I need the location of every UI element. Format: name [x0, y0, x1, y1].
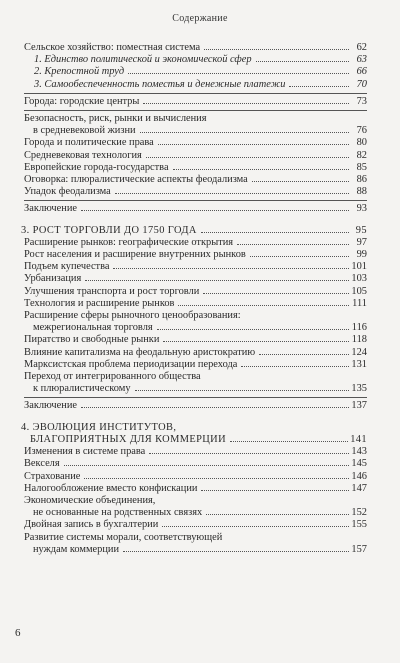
toc-entry-title: нуждам коммерции	[33, 543, 120, 555]
toc-entry[interactable]	[21, 66, 367, 78]
toc-entry-title: Изменения в системе права	[24, 446, 146, 458]
dot-leader	[85, 280, 349, 281]
dot-leader	[178, 305, 349, 306]
toc-page-number: 157	[351, 543, 367, 555]
toc-entry[interactable]	[21, 113, 367, 137]
toc-entry[interactable]	[21, 54, 367, 66]
toc-entry[interactable]	[21, 471, 367, 483]
toc-entry-title: в средневековой жизни	[33, 125, 136, 137]
dot-leader	[230, 441, 348, 442]
toc-entry-title: 4. ЭВОЛЮЦИЯ ИНСТИТУТОВ,	[21, 421, 177, 433]
toc-page-number: 118	[351, 334, 367, 346]
toc-entry[interactable]	[21, 150, 367, 162]
toc-page-number: 93	[356, 203, 367, 215]
table-of-contents	[21, 42, 367, 556]
toc-entry[interactable]	[21, 79, 367, 91]
toc-page-number: 95	[355, 224, 367, 236]
toc-page-number: 88	[356, 186, 367, 198]
toc-entry-title: не основанные на родственных связях	[33, 507, 203, 519]
toc-entry-title: Европейские города-государства	[24, 161, 169, 173]
dot-leader	[201, 232, 349, 233]
toc-page-number: 101	[351, 261, 367, 273]
toc-page-number: 155	[351, 519, 367, 531]
toc-entry-title: Технология и расширение рынков	[24, 297, 175, 309]
toc-entry-title: Сельское хозяйство: поместная система	[24, 42, 201, 53]
toc-entry-title: к плюралистическому	[33, 383, 131, 395]
toc-entry[interactable]	[21, 261, 367, 273]
toc-entry[interactable]	[21, 446, 367, 458]
toc-entry-title: межрегиональная торговля	[33, 322, 153, 334]
dot-leader	[250, 256, 349, 257]
dot-leader	[135, 390, 349, 391]
toc-entry-title: Развитие системы морали, соответствующей	[24, 531, 223, 543]
dot-leader	[259, 354, 349, 355]
section-divider	[24, 200, 367, 201]
page-number: 6	[15, 627, 21, 639]
toc-page-number: 143	[351, 446, 367, 458]
toc-entry-title: Расширение рынков: географические открытия	[24, 236, 234, 248]
dot-leader	[64, 465, 349, 466]
toc-entry[interactable]	[21, 186, 367, 198]
dot-leader	[143, 103, 349, 104]
toc-entry[interactable]	[21, 458, 367, 470]
toc-entry[interactable]	[21, 137, 367, 149]
toc-page-number: 97	[356, 236, 367, 248]
toc-entry-title: Урбанизация	[24, 273, 82, 285]
section-divider	[24, 93, 367, 94]
toc-entry-title: Рост населения и расширение внутренних рынков	[24, 249, 246, 261]
toc-entry[interactable]	[21, 310, 367, 334]
dot-leader	[237, 244, 349, 245]
toc-entry[interactable]	[21, 483, 367, 495]
toc-page-number: 82	[356, 149, 367, 161]
toc-entry[interactable]	[21, 286, 367, 298]
toc-chapter-heading[interactable]	[21, 422, 367, 446]
dot-leader	[289, 86, 349, 87]
dot-leader	[157, 329, 349, 330]
dot-leader	[201, 490, 349, 491]
toc-page-number: 145	[351, 458, 367, 470]
section-divider	[24, 110, 367, 111]
toc-entry[interactable]	[21, 334, 367, 346]
dot-leader	[203, 293, 349, 294]
dot-leader	[115, 193, 349, 194]
toc-entry-title: Заключение	[24, 203, 77, 215]
section-divider	[24, 397, 367, 398]
toc-entry[interactable]	[21, 371, 367, 395]
dot-leader	[149, 453, 349, 454]
dot-leader	[81, 210, 349, 211]
toc-entry-title: 3. РОСТ ТОРГОВЛИ ДО 1750 ГОДА	[21, 224, 197, 236]
toc-entry-title: Экономические объединения,	[24, 494, 156, 506]
dot-leader	[241, 366, 349, 367]
dot-leader	[123, 551, 349, 552]
toc-page-number: 80	[356, 137, 367, 149]
toc-entry-title: Расширение сферы рыночного ценообразования:	[24, 310, 241, 322]
toc-entry-title: Векселя	[24, 458, 60, 470]
toc-chapter-heading[interactable]	[21, 225, 367, 237]
toc-page-number: 66	[356, 66, 367, 78]
toc-page-number: 99	[356, 249, 367, 261]
dot-leader	[206, 514, 349, 515]
toc-page-number: 152	[351, 507, 367, 519]
toc-page-number: 62	[356, 42, 367, 53]
toc-entry[interactable]	[21, 495, 367, 519]
toc-entry[interactable]	[21, 359, 367, 371]
toc-entry-title: Безопасность, риск, рынки и вычисления	[24, 113, 207, 125]
toc-entry-title: Города: городские центры	[24, 95, 140, 107]
toc-entry[interactable]	[21, 273, 367, 285]
toc-entry[interactable]	[21, 96, 367, 108]
toc-entry[interactable]	[21, 203, 367, 215]
toc-page-number: 63	[356, 54, 367, 66]
toc-entry[interactable]	[21, 532, 367, 556]
toc-entry-title: 2. Крепостной труд	[34, 66, 125, 78]
toc-page-number: 124	[351, 346, 367, 358]
toc-entry[interactable]	[21, 249, 367, 261]
toc-entry-title: 1. Единство политической и экономической сфер	[34, 54, 252, 66]
toc-page-number: 141	[350, 433, 367, 445]
toc-page-number: 111	[352, 297, 367, 309]
dot-leader	[128, 73, 349, 74]
toc-entry-title: Подъем купечества	[24, 261, 110, 273]
chapter-spacer	[21, 216, 367, 225]
dot-leader	[173, 169, 349, 170]
toc-entry[interactable]	[21, 237, 367, 249]
dot-leader	[146, 157, 349, 158]
toc-entry-title: БЛАГОПРИЯТНЫХ ДЛЯ КОММЕРЦИИ	[30, 433, 226, 445]
toc-page-number: 116	[351, 322, 367, 334]
toc-entry[interactable]	[21, 347, 367, 359]
toc-entry[interactable]	[21, 519, 367, 531]
toc-entry-title: Заключение	[24, 400, 77, 412]
toc-page-number: 131	[351, 358, 367, 370]
toc-page-number: 76	[356, 125, 367, 137]
toc-entry-title: Двойная запись в бухгалтерии	[24, 519, 159, 531]
toc-page-number: 103	[351, 273, 367, 285]
dot-leader	[84, 478, 349, 479]
toc-entry[interactable]	[21, 400, 367, 412]
toc-page-number: 86	[356, 174, 367, 186]
toc-page-number: 137	[351, 400, 367, 412]
dot-leader	[140, 132, 349, 133]
dot-leader	[163, 341, 349, 342]
toc-entry-title: Страхование	[24, 470, 81, 482]
toc-entry-title: Влияние капитализма на феодальную аристократию	[24, 346, 256, 358]
dot-leader	[81, 407, 349, 408]
toc-entry-title: Города и политические права	[24, 137, 154, 149]
toc-entry-title: Переход от интегрированного общества	[24, 371, 201, 383]
toc-entry[interactable]	[21, 42, 367, 54]
toc-entry-title: Упадок феодализма	[24, 186, 111, 198]
toc-page-number: 135	[351, 383, 367, 395]
toc-entry[interactable]	[21, 162, 367, 174]
toc-entry-title: Налогообложение вместо конфискации	[24, 482, 198, 494]
toc-entry-title: Улучшения транспорта и рост торговли	[24, 285, 200, 297]
dot-leader	[158, 144, 349, 145]
dot-leader	[113, 268, 349, 269]
dot-leader	[204, 49, 349, 50]
toc-entry-title: Марксистская проблема периодизации перехода	[24, 358, 238, 370]
toc-page-number: 73	[356, 95, 367, 107]
toc-page-number: 147	[351, 482, 367, 494]
toc-page-number: 85	[356, 161, 367, 173]
toc-page-number: 70	[356, 78, 367, 90]
toc-entry[interactable]	[21, 298, 367, 310]
chapter-spacer	[21, 413, 367, 422]
dot-leader	[256, 61, 349, 62]
dot-leader	[252, 181, 349, 182]
toc-entry-title: Пиратство и свободные рынки	[24, 334, 160, 346]
toc-entry-title: Оговорка: плюралистические аспекты феодализма	[24, 174, 248, 186]
running-header: Содержание	[172, 13, 228, 24]
toc-entry[interactable]	[21, 174, 367, 186]
toc-entry-title: Средневековая технология	[24, 149, 142, 161]
toc-page-number: 146	[351, 470, 367, 482]
dot-leader	[162, 526, 349, 527]
toc-page-number: 105	[351, 285, 367, 297]
toc-entry-title: 3. Самообеспеченность поместья и денежные платежи	[34, 78, 286, 90]
